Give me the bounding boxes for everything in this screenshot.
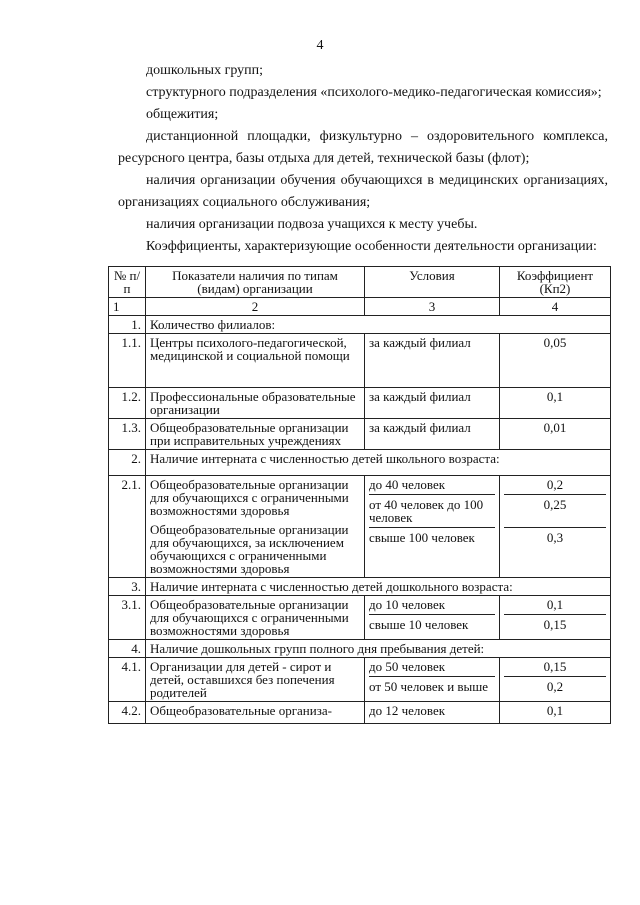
coefficient-text: 0,25 — [504, 494, 606, 524]
condition-text: от 50 человек и выше — [369, 676, 495, 693]
intro-paragraph: наличия организации подвоза учащихся к месту учебы. — [146, 217, 478, 232]
coefficient-cell — [500, 476, 611, 578]
row-number: 1.1. — [109, 334, 146, 388]
condition-cell: за каждый филиал — [365, 388, 500, 419]
row-number: 1.2. — [109, 388, 146, 419]
indicator-cell: Центры психолого-педагогической, медицинской и социальной помощи — [146, 334, 365, 388]
intro-paragraph: общежития; — [146, 107, 219, 122]
condition-text: свыше 10 человек — [369, 614, 495, 631]
section-row — [109, 316, 611, 334]
section-title: Наличие интерната с численностью детей дошкольного возраста: — [146, 578, 611, 596]
row-number: 1.3. — [109, 419, 146, 450]
condition-cell — [365, 596, 500, 640]
header-indicator: Показатели наличия по типам (видам) организации — [146, 267, 365, 298]
section-row — [109, 640, 611, 658]
header-coefficient: Коэффициент (Кп2) — [500, 267, 611, 298]
coefficient-text: 0,15 — [504, 614, 606, 631]
condition-text: до 10 человек — [369, 597, 446, 612]
intro-paragraph: Коэффициенты, характеризующие особенности деятельности организации: — [146, 239, 597, 254]
header-conditions: Условия — [365, 267, 500, 298]
coefficients-table — [108, 266, 611, 724]
header-num: № п/п — [109, 267, 146, 298]
table-row — [109, 334, 611, 388]
condition-cell — [365, 658, 500, 702]
section-title: Наличие интерната с численностью детей школьного возраста: — [146, 450, 611, 476]
table-row — [109, 702, 611, 724]
coefficient-text: 0,2 — [504, 676, 606, 693]
indicator-cell — [146, 476, 365, 578]
row-number: 4. — [109, 640, 146, 658]
intro-paragraph: наличия организации обучения обучающихся в медицинских организациях, организациях социального обслуживания; — [118, 173, 608, 210]
intro-paragraph: структурного подразделения «психолого-медико-педагогическая комиссия»; — [146, 85, 602, 100]
coefficient-cell: 0,1 — [500, 388, 611, 419]
condition-cell: до 12 человек — [365, 702, 500, 724]
row-number: 3. — [109, 578, 146, 596]
row-number: 2.1. — [109, 476, 146, 578]
indicator-cell: Общеобразовательные организации для обучающихся с ограниченными возможностями здоровья — [146, 596, 365, 640]
table-row — [109, 419, 611, 450]
column-number: 2 — [146, 298, 365, 316]
coefficient-cell: 0,01 — [500, 419, 611, 450]
table-header-row — [109, 267, 611, 298]
coefficient-cell: 0,05 — [500, 334, 611, 388]
page-number: 4 — [316, 38, 324, 53]
row-number: 2. — [109, 450, 146, 476]
section-row — [109, 578, 611, 596]
table-row — [109, 476, 611, 578]
condition-cell: за каждый филиал — [365, 334, 500, 388]
condition-text: до 50 человек — [369, 659, 446, 674]
indicator-cell: Организации для детей - сирот и детей, оставшихся без попечения родителей — [146, 658, 365, 702]
intro-paragraph: дошкольных групп; — [146, 63, 264, 78]
row-number: 1. — [109, 316, 146, 334]
intro-paragraph: дистанционной площадки, физкультурно – оздоровительного комплекса, ресурсного центра, базы отдыха для детей, технической базы (флот); — [118, 129, 608, 166]
coefficient-cell — [500, 658, 611, 702]
table-row — [109, 658, 611, 702]
table-row — [109, 388, 611, 419]
column-number-row — [109, 298, 611, 316]
coefficient-text: 0,15 — [543, 659, 567, 674]
condition-text: до 40 человек — [369, 477, 446, 492]
table-row — [109, 596, 611, 640]
section-title: Количество филиалов: — [146, 316, 611, 334]
condition-cell: за каждый филиал — [365, 419, 500, 450]
condition-text: от 40 человек до 100 человек — [369, 494, 495, 524]
indicator-cell: Общеобразовательные организации при исправительных учреждениях — [146, 419, 365, 450]
coefficient-text: 0,1 — [546, 597, 564, 612]
indicator-text: Общеобразовательные организации для обучающихся с ограниченными возможностями здоровья — [150, 477, 349, 518]
indicator-cell: Общеобразовательные организа- — [146, 702, 365, 724]
condition-text: свыше 100 человек — [369, 527, 495, 544]
row-number: 4.2. — [109, 702, 146, 724]
indicator-text: Общеобразовательные организации для обучающихся, за исключением обучающихся с ограниченными возможностями здоровья — [150, 522, 349, 576]
column-number: 1 — [109, 298, 146, 316]
section-row — [109, 450, 611, 476]
row-number: 4.1. — [109, 658, 146, 702]
intro-text — [118, 60, 608, 258]
coefficient-cell — [500, 596, 611, 640]
condition-cell — [365, 476, 500, 578]
coefficient-text: 0,2 — [546, 477, 564, 492]
column-number: 3 — [365, 298, 500, 316]
coefficient-cell: 0,1 — [500, 702, 611, 724]
coefficient-text: 0,3 — [504, 527, 606, 544]
section-title: Наличие дошкольных групп полного дня пребывания детей: — [146, 640, 611, 658]
column-number: 4 — [500, 298, 611, 316]
indicator-cell: Профессиональные образовательные организации — [146, 388, 365, 419]
row-number: 3.1. — [109, 596, 146, 640]
